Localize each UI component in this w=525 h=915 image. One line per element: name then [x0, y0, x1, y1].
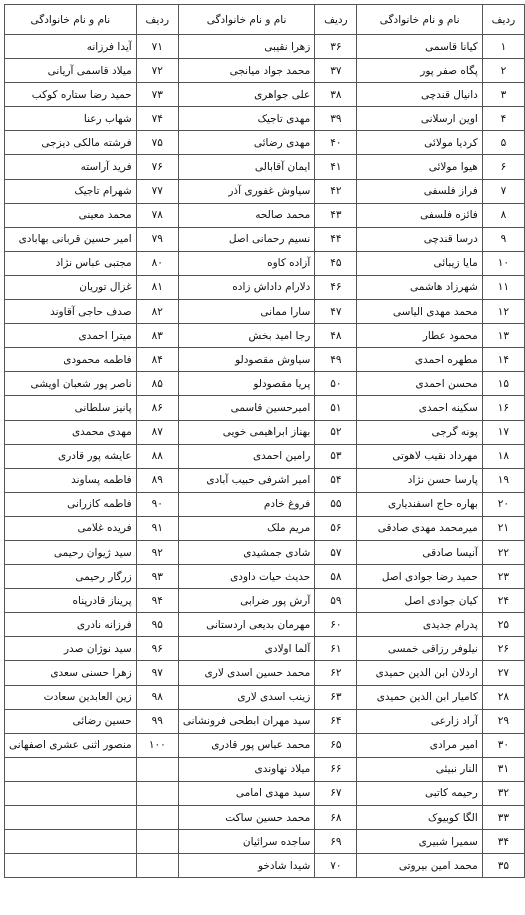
- full-name-header: نام و نام خانوادگی: [357, 5, 482, 35]
- full-name-cell: آنیسا صادقی: [357, 540, 482, 564]
- full-name-cell: [5, 830, 137, 854]
- table-row: [5, 155, 525, 179]
- full-name-cell: سید نوژان صدر: [5, 637, 137, 661]
- full-name-cell: مجتبی عباس نژاد: [5, 251, 137, 275]
- row-number-cell: [136, 781, 178, 805]
- table-row: [5, 540, 525, 564]
- full-name-cell: آلما اولادی: [178, 637, 314, 661]
- row-number-cell: ۳۸: [315, 83, 357, 107]
- full-name-cell: شیدا شادخو: [178, 854, 314, 878]
- row-number-cell: ۷۳: [136, 83, 178, 107]
- full-name-cell: مریم ملک: [178, 516, 314, 540]
- row-number-cell: ۶۴: [315, 709, 357, 733]
- full-name-cell: شادی جمشیدی: [178, 540, 314, 564]
- row-number-cell: ۶۵: [315, 733, 357, 757]
- full-name-cell: امیر حسین قربانی بهابادی: [5, 227, 137, 251]
- full-name-cell: پونه گرجی: [357, 420, 482, 444]
- full-name-cell: میرمحمد مهدی صادقی: [357, 516, 482, 540]
- row-number-cell: ۱۴: [482, 348, 524, 372]
- row-number-cell: ۴۶: [315, 275, 357, 299]
- full-name-cell: ساجده سرائیان: [178, 830, 314, 854]
- full-name-cell: زین العابدین سعادت: [5, 685, 137, 709]
- full-name-cell: درسا قندچی: [357, 227, 482, 251]
- row-number-cell: ۹۳: [136, 565, 178, 589]
- table-row: [5, 59, 525, 83]
- full-name-cell: محمد امین بیروتی: [357, 854, 482, 878]
- row-number-cell: ۹۵: [136, 613, 178, 637]
- row-number-cell: ۵۷: [315, 540, 357, 564]
- row-number-cell: ۶: [482, 155, 524, 179]
- full-name-cell: النار نبیئی: [357, 757, 482, 781]
- row-number-cell: ۴۱: [315, 155, 357, 179]
- row-number-cell: ۹۶: [136, 637, 178, 661]
- full-name-cell: فرید آراسته: [5, 155, 137, 179]
- full-name-cell: محمد صالحه: [178, 203, 314, 227]
- full-name-cell: شهرزاد هاشمی: [357, 275, 482, 299]
- full-name-header: نام و نام خانوادگی: [5, 5, 137, 35]
- full-name-cell: دانیال قندچی: [357, 83, 482, 107]
- row-number-cell: ۹۴: [136, 589, 178, 613]
- row-number-cell: ۸۲: [136, 300, 178, 324]
- table-row: [5, 613, 525, 637]
- full-name-cell: حمید رضا ستاره کوکب: [5, 83, 137, 107]
- full-name-cell: مهدی رضائی: [178, 131, 314, 155]
- full-name-cell: عایشه پور قادری: [5, 444, 137, 468]
- full-name-cell: بهاره حاج اسفندیاری: [357, 492, 482, 516]
- full-name-cell: سیاوش غفوری آذر: [178, 179, 314, 203]
- full-name-cell: زینب اسدی لاری: [178, 685, 314, 709]
- row-number-header: ردیف: [315, 5, 357, 35]
- full-name-cell: اوین ارسلانی: [357, 107, 482, 131]
- full-name-cell: کیانا قاسمی: [357, 35, 482, 59]
- row-number-cell: ۵۳: [315, 444, 357, 468]
- row-number-cell: ۱۸: [482, 444, 524, 468]
- row-number-cell: ۷۹: [136, 227, 178, 251]
- row-number-cell: ۶۷: [315, 781, 357, 805]
- row-number-cell: ۹۱: [136, 516, 178, 540]
- full-name-cell: نیلوفر رزاقی خمسی: [357, 637, 482, 661]
- row-number-cell: ۳۷: [315, 59, 357, 83]
- full-name-cell: فاطمه محمودی: [5, 348, 137, 372]
- full-name-cell: حسین رضائی: [5, 709, 137, 733]
- row-number-cell: ۲۴: [482, 589, 524, 613]
- full-name-cell: میلاد نهاوندی: [178, 757, 314, 781]
- row-number-cell: [136, 757, 178, 781]
- full-name-cell: [5, 757, 137, 781]
- full-name-cell: محمد عباس پور قادری: [178, 733, 314, 757]
- full-name-header: نام و نام خانوادگی: [178, 5, 314, 35]
- full-name-cell: فاطمه پساوند: [5, 468, 137, 492]
- full-name-cell: الگا کوبیوک: [357, 806, 482, 830]
- row-number-cell: ۶۸: [315, 806, 357, 830]
- full-name-cell: زرگار رحیمی: [5, 565, 137, 589]
- row-number-cell: ۵۰: [315, 372, 357, 396]
- full-name-cell: منصور اثنی عشری اصفهانی: [5, 733, 137, 757]
- row-number-cell: ۷۸: [136, 203, 178, 227]
- row-number-cell: [136, 806, 178, 830]
- full-name-cell: آزاده کاوه: [178, 251, 314, 275]
- full-name-cell: مهدی تاجیک: [178, 107, 314, 131]
- row-number-cell: ۱۶: [482, 396, 524, 420]
- row-number-cell: ۷۷: [136, 179, 178, 203]
- full-name-cell: بهناز ابراهیمی خویی: [178, 420, 314, 444]
- full-name-cell: مایا زیبائی: [357, 251, 482, 275]
- full-name-cell: پدرام جدیدی: [357, 613, 482, 637]
- full-name-cell: علی جواهری: [178, 83, 314, 107]
- row-number-cell: ۷: [482, 179, 524, 203]
- table-row: [5, 251, 525, 275]
- full-name-cell: پگاه صفر پور: [357, 59, 482, 83]
- row-number-cell: ۹۷: [136, 661, 178, 685]
- table-row: [5, 444, 525, 468]
- full-name-cell: فرزانه نادری: [5, 613, 137, 637]
- table-row: [5, 420, 525, 444]
- name-list-table: [4, 4, 525, 878]
- full-name-cell: میلاد قاسمی آریانی: [5, 59, 137, 83]
- row-number-cell: ۹۲: [136, 540, 178, 564]
- row-number-cell: ۵۶: [315, 516, 357, 540]
- full-name-cell: زهرا نقیبی: [178, 35, 314, 59]
- full-name-cell: فریده غلامی: [5, 516, 137, 540]
- full-name-cell: دلارام داداش زاده: [178, 275, 314, 299]
- full-name-cell: حدیث حیات داودی: [178, 565, 314, 589]
- table-row: [5, 203, 525, 227]
- row-number-cell: ۴۰: [315, 131, 357, 155]
- row-number-cell: ۳۱: [482, 757, 524, 781]
- table-row: [5, 372, 525, 396]
- table-row: [5, 709, 525, 733]
- table-row: [5, 757, 525, 781]
- full-name-cell: رامین احمدی: [178, 444, 314, 468]
- table-row: [5, 516, 525, 540]
- row-number-header: ردیف: [482, 5, 524, 35]
- row-number-cell: ۶۰: [315, 613, 357, 637]
- full-name-cell: کامیار ابن الدین حمیدی: [357, 685, 482, 709]
- row-number-cell: ۱۰: [482, 251, 524, 275]
- row-number-cell: ۲: [482, 59, 524, 83]
- row-number-cell: ۵۸: [315, 565, 357, 589]
- row-number-cell: ۱۳: [482, 324, 524, 348]
- row-number-cell: ۱۷: [482, 420, 524, 444]
- row-number-cell: ۸۳: [136, 324, 178, 348]
- row-number-cell: ۶۲: [315, 661, 357, 685]
- name-list-document: [4, 4, 525, 878]
- row-number-cell: ۷۲: [136, 59, 178, 83]
- full-name-cell: ناصر پور شعبان اویشی: [5, 372, 137, 396]
- table-row: [5, 227, 525, 251]
- table-row: [5, 131, 525, 155]
- row-number-cell: ۳۴: [482, 830, 524, 854]
- table-row: [5, 348, 525, 372]
- full-name-cell: نسیم رحمانی اصل: [178, 227, 314, 251]
- row-number-cell: ۸۱: [136, 275, 178, 299]
- full-name-cell: محمد حسین اسدی لاری: [178, 661, 314, 685]
- row-number-cell: ۸۸: [136, 444, 178, 468]
- table-row: [5, 661, 525, 685]
- row-number-cell: ۲۳: [482, 565, 524, 589]
- row-number-cell: ۷۰: [315, 854, 357, 878]
- row-number-cell: ۸۹: [136, 468, 178, 492]
- table-row: [5, 35, 525, 59]
- full-name-cell: شهرام تاجیک: [5, 179, 137, 203]
- full-name-cell: صدف حاجی آقاوند: [5, 300, 137, 324]
- full-name-cell: سکینه احمدی: [357, 396, 482, 420]
- row-number-cell: ۸: [482, 203, 524, 227]
- table-row: [5, 806, 525, 830]
- full-name-cell: مهدی محمدی: [5, 420, 137, 444]
- row-number-cell: ۲۷: [482, 661, 524, 685]
- row-number-cell: ۲۰: [482, 492, 524, 516]
- row-number-cell: ۱۲: [482, 300, 524, 324]
- row-number-cell: ۲۸: [482, 685, 524, 709]
- table-row: [5, 324, 525, 348]
- row-number-cell: ۲۵: [482, 613, 524, 637]
- row-number-cell: ۴۵: [315, 251, 357, 275]
- table-row: [5, 589, 525, 613]
- table-row: [5, 830, 525, 854]
- row-number-cell: ۵۲: [315, 420, 357, 444]
- row-number-cell: ۲۹: [482, 709, 524, 733]
- row-number-cell: ۲۲: [482, 540, 524, 564]
- full-name-cell: [5, 781, 137, 805]
- row-number-cell: ۸۵: [136, 372, 178, 396]
- row-number-cell: ۲۶: [482, 637, 524, 661]
- full-name-cell: امیرحسین قاسمی: [178, 396, 314, 420]
- row-number-cell: ۴۳: [315, 203, 357, 227]
- full-name-cell: اردلان ابن الدین حمیدی: [357, 661, 482, 685]
- row-number-cell: ۴۷: [315, 300, 357, 324]
- table-row: [5, 107, 525, 131]
- table-row: [5, 468, 525, 492]
- row-number-cell: ۱: [482, 35, 524, 59]
- full-name-cell: کردیا مولائی: [357, 131, 482, 155]
- table-row: [5, 854, 525, 878]
- full-name-cell: فائزه فلسفی: [357, 203, 482, 227]
- full-name-cell: امیر مرادی: [357, 733, 482, 757]
- full-name-cell: رحیمه کاتبی: [357, 781, 482, 805]
- row-number-cell: [136, 830, 178, 854]
- full-name-cell: هیوا مولائی: [357, 155, 482, 179]
- row-number-cell: ۱۱: [482, 275, 524, 299]
- table-row: [5, 492, 525, 516]
- table-row: [5, 396, 525, 420]
- row-number-cell: ۳۲: [482, 781, 524, 805]
- table-header-row: [5, 5, 525, 35]
- full-name-cell: محمود عطار: [357, 324, 482, 348]
- row-number-cell: ۳۹: [315, 107, 357, 131]
- row-number-cell: ۳۳: [482, 806, 524, 830]
- row-number-cell: ۴۴: [315, 227, 357, 251]
- row-number-cell: ۸۴: [136, 348, 178, 372]
- row-number-cell: ۴۹: [315, 348, 357, 372]
- row-number-cell: ۳۵: [482, 854, 524, 878]
- row-number-cell: ۷۴: [136, 107, 178, 131]
- table-row: [5, 275, 525, 299]
- row-number-cell: ۸۷: [136, 420, 178, 444]
- row-number-cell: ۲۱: [482, 516, 524, 540]
- row-number-cell: ۳۰: [482, 733, 524, 757]
- full-name-cell: محمد مهدی الیاسی: [357, 300, 482, 324]
- full-name-cell: کیان جوادی اصل: [357, 589, 482, 613]
- full-name-cell: فراز فلسفی: [357, 179, 482, 203]
- full-name-cell: رجا امید بخش: [178, 324, 314, 348]
- row-number-cell: ۷۵: [136, 131, 178, 155]
- full-name-cell: امیر اشرفی حبیب آبادی: [178, 468, 314, 492]
- full-name-cell: پریا مقصودلو: [178, 372, 314, 396]
- full-name-cell: پریناز قادرپناه: [5, 589, 137, 613]
- full-name-cell: آیدا فرزانه: [5, 35, 137, 59]
- full-name-cell: ایمان آقابالی: [178, 155, 314, 179]
- full-name-cell: سمیرا شبیری: [357, 830, 482, 854]
- row-number-cell: ۵۱: [315, 396, 357, 420]
- full-name-cell: محسن احمدی: [357, 372, 482, 396]
- row-number-cell: ۶۱: [315, 637, 357, 661]
- row-number-cell: ۵: [482, 131, 524, 155]
- row-number-cell: ۹: [482, 227, 524, 251]
- full-name-cell: حمید رضا جوادی اصل: [357, 565, 482, 589]
- row-number-cell: ۶۳: [315, 685, 357, 709]
- full-name-cell: میترا احمدی: [5, 324, 137, 348]
- full-name-cell: فروغ خادم: [178, 492, 314, 516]
- full-name-cell: سید مهدی امامی: [178, 781, 314, 805]
- full-name-cell: سید ژیوان رحیمی: [5, 540, 137, 564]
- table-row: [5, 179, 525, 203]
- row-number-cell: ۴: [482, 107, 524, 131]
- row-number-header: ردیف: [136, 5, 178, 35]
- row-number-cell: ۸۰: [136, 251, 178, 275]
- table-row: [5, 83, 525, 107]
- full-name-cell: پانیز سلطانی: [5, 396, 137, 420]
- row-number-cell: ۵۹: [315, 589, 357, 613]
- full-name-cell: محمد معینی: [5, 203, 137, 227]
- row-number-cell: ۸۶: [136, 396, 178, 420]
- row-number-cell: ۶۹: [315, 830, 357, 854]
- table-row: [5, 781, 525, 805]
- row-number-cell: ۱۰۰: [136, 733, 178, 757]
- full-name-cell: محمد جواد میانجی: [178, 59, 314, 83]
- full-name-cell: فاطمه کازرانی: [5, 492, 137, 516]
- row-number-cell: ۹۹: [136, 709, 178, 733]
- full-name-cell: مهرداد نقیب لاهوتی: [357, 444, 482, 468]
- row-number-cell: ۵۵: [315, 492, 357, 516]
- row-number-cell: ۴۸: [315, 324, 357, 348]
- row-number-cell: ۵۴: [315, 468, 357, 492]
- table-row: [5, 300, 525, 324]
- row-number-cell: ۳: [482, 83, 524, 107]
- full-name-cell: زهرا حسنی سعدی: [5, 661, 137, 685]
- row-number-cell: ۱۵: [482, 372, 524, 396]
- full-name-cell: سید مهران ابطحی فرونشانی: [178, 709, 314, 733]
- full-name-cell: [5, 806, 137, 830]
- row-number-cell: ۱۹: [482, 468, 524, 492]
- full-name-cell: پارسا حسن نژاد: [357, 468, 482, 492]
- full-name-cell: شهاب رعنا: [5, 107, 137, 131]
- full-name-cell: مطهره احمدی: [357, 348, 482, 372]
- row-number-cell: ۶۶: [315, 757, 357, 781]
- row-number-cell: ۹۸: [136, 685, 178, 709]
- full-name-cell: [5, 854, 137, 878]
- table-row: [5, 733, 525, 757]
- row-number-cell: ۹۰: [136, 492, 178, 516]
- row-number-cell: ۴۲: [315, 179, 357, 203]
- full-name-cell: آرش پور ضرابی: [178, 589, 314, 613]
- table-row: [5, 565, 525, 589]
- full-name-cell: سارا ممانی: [178, 300, 314, 324]
- row-number-cell: ۳۶: [315, 35, 357, 59]
- full-name-cell: غزال توریان: [5, 275, 137, 299]
- row-number-cell: ۷۶: [136, 155, 178, 179]
- full-name-cell: آراد زارعی: [357, 709, 482, 733]
- full-name-cell: فرشته مالکی دیزجی: [5, 131, 137, 155]
- full-name-cell: مهرمان بدیعی اردستانی: [178, 613, 314, 637]
- table-row: [5, 637, 525, 661]
- full-name-cell: محمد حسین ساکت: [178, 806, 314, 830]
- table-row: [5, 685, 525, 709]
- row-number-cell: ۷۱: [136, 35, 178, 59]
- full-name-cell: سیاوش مقصودلو: [178, 348, 314, 372]
- row-number-cell: [136, 854, 178, 878]
